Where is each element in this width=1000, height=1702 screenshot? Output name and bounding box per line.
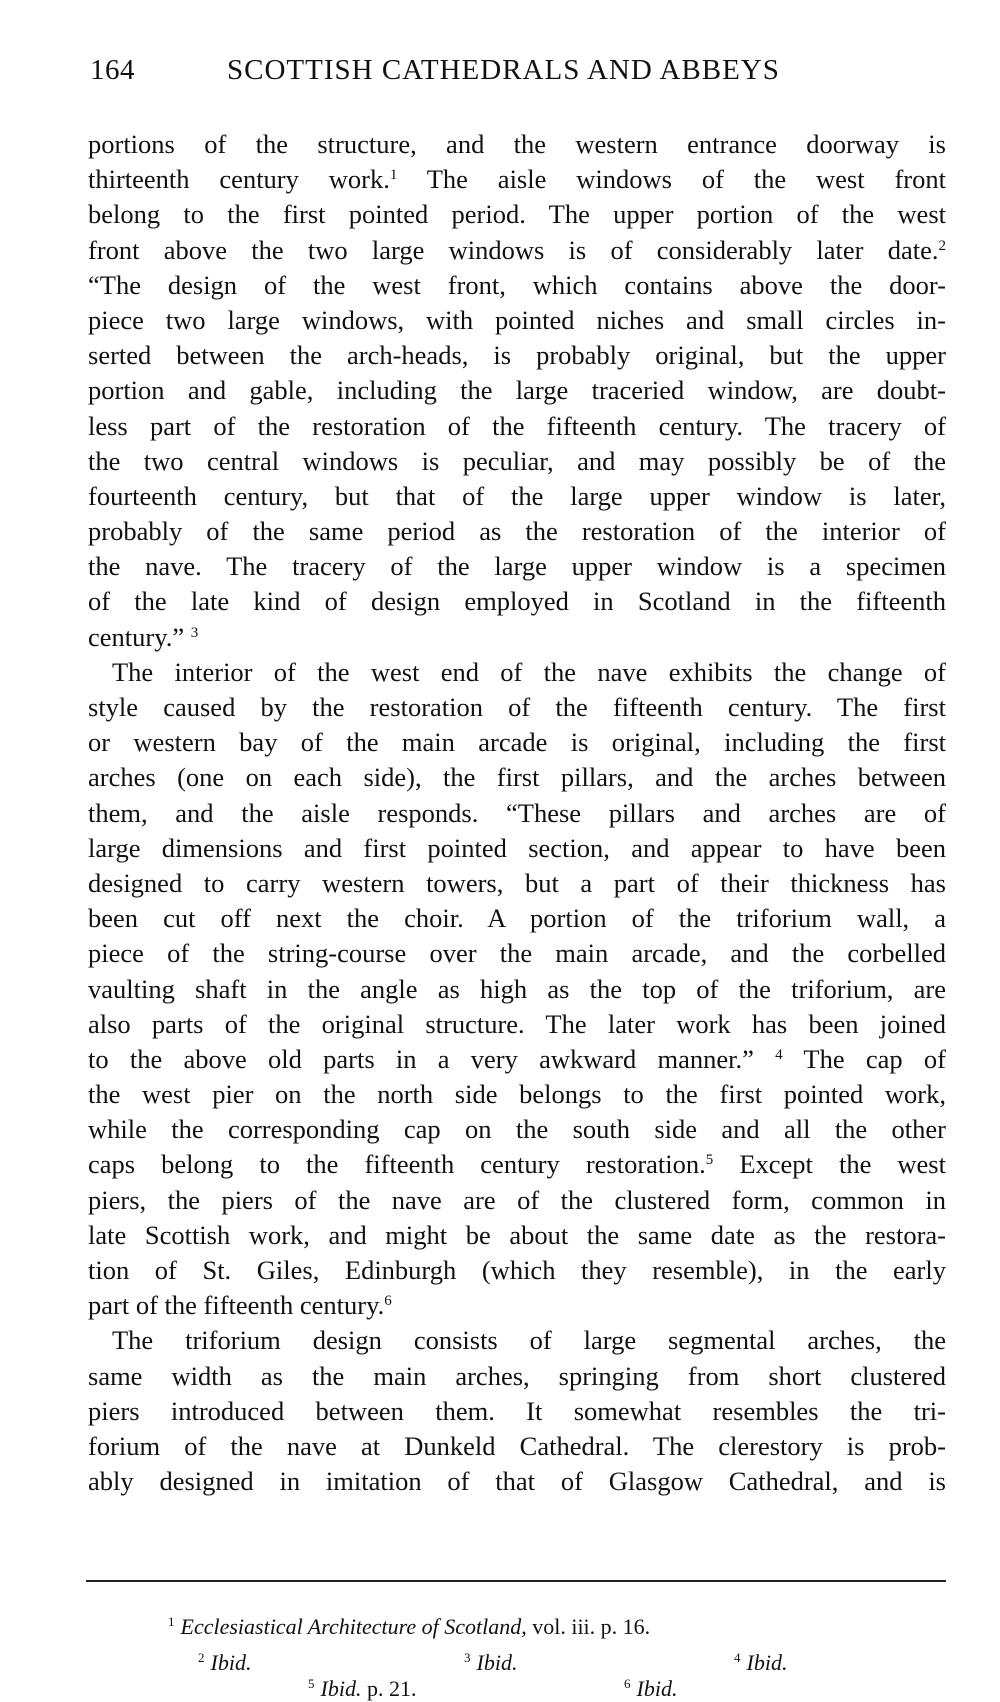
text-line: vaulting shaft in the angle as high as the top of the triforium, are — [88, 973, 946, 1004]
footnote-source: Ibid. — [210, 1650, 252, 1675]
footnote-4 — [734, 1650, 787, 1676]
text-line: large dimensions and first pointed section, and appear to have been — [88, 832, 946, 863]
text-line: arches (one on each side), the first pillars, and the arches between — [88, 762, 946, 793]
text-line: less part of the restoration of the fifteenth century. The tracery of — [88, 410, 946, 441]
text-line: piers, the piers of the nave are of the clustered form, common in — [88, 1184, 946, 1215]
paragraph — [88, 1323, 946, 1499]
paragraph — [88, 127, 946, 655]
text-line: belong to the first pointed period. The upper portion of the west — [88, 199, 946, 230]
footnote-reference: 5 — [705, 1152, 714, 1169]
footnote-reference: 3 — [190, 624, 199, 641]
footnote-reference: 1 — [389, 167, 398, 184]
text-line: piers introduced between them. It somewhat resembles the tri- — [88, 1395, 946, 1426]
footnote-mark: 5 — [308, 1676, 315, 1691]
running-title: SCOTTISH CATHEDRALS AND ABBEYS — [227, 54, 780, 86]
text-line: the west pier on the north side belongs to the first pointed work, — [88, 1079, 946, 1110]
footnote-source: Ibid. — [476, 1650, 518, 1675]
footnote-1 — [168, 1614, 650, 1640]
text-line: while the corresponding cap on the south side and all the other — [88, 1114, 946, 1145]
text-line: piece two large windows, with pointed niches and small circles in- — [88, 304, 946, 335]
text-line: part of the fifteenth century.$^6$ — [88, 1290, 392, 1321]
text-line: tion of St. Giles, Edinburgh (which they resemble), in the early — [88, 1255, 946, 1285]
footnote-source: Ecclesiastical Architecture of Scotland — [180, 1614, 522, 1639]
footnote-source: Ibid. — [746, 1650, 788, 1675]
footnote-rule — [86, 1580, 946, 1582]
text-line: “The design of the west front, which contains above the door- — [88, 269, 946, 300]
text-line: front above the two large windows is of considerably later date.$^2$ — [88, 234, 946, 265]
footnote-mark: 3 — [464, 1650, 471, 1665]
text-line: been cut off next the choir. A portion of the triforium wall, a — [88, 903, 946, 934]
footnote-mark: 2 — [198, 1650, 205, 1665]
footnote-reference: 2 — [938, 237, 946, 254]
text-line: portions of the structure, and the western entrance doorway is — [88, 129, 946, 159]
text-line: portion and gable, including the large traceried window, are doubt- — [88, 375, 946, 406]
text-line: style caused by the restoration of the fifteenth century. The first — [88, 692, 946, 722]
footnote-3 — [464, 1650, 517, 1676]
text-line: caps belong to the fifteenth century restoration.$^5$ Except the west — [88, 1149, 946, 1180]
body-text — [88, 127, 946, 1499]
text-line: serted between the arch-heads, is probably original, but the upper — [88, 340, 946, 371]
text-line: same width as the main arches, springing from short clustered — [88, 1360, 946, 1391]
footnote-source: Ibid. — [320, 1676, 362, 1701]
text-line: thirteenth century work.$^1$ The aisle windows of the west front — [88, 164, 946, 195]
text-line: The triforium design consists of large segmental arches, the — [112, 1325, 946, 1356]
text-line: century.” $^3$ — [88, 621, 199, 652]
footnote-source: Ibid. — [636, 1676, 678, 1701]
running-header — [90, 54, 950, 94]
text-line: designed to carry western towers, but a part of their thickness has — [88, 867, 946, 898]
footnote-6 — [624, 1676, 677, 1702]
text-line: fourteenth century, but that of the large upper window is later, — [88, 480, 946, 511]
footnote-mark: 6 — [624, 1676, 631, 1691]
footnote-5 — [308, 1676, 416, 1702]
text-line: them, and the aisle responds. “These pillars and arches are of — [88, 797, 946, 828]
text-line: the nave. The tracery of the large upper window is a specimen — [88, 551, 946, 582]
text-line: piece of the string-course over the main arcade, and the corbelled — [88, 938, 946, 969]
text-line: late Scottish work, and might be about the same date as the restora- — [88, 1219, 946, 1250]
footnote-mark: 1 — [168, 1614, 175, 1629]
footnote-ref: p. 21. — [361, 1676, 417, 1701]
footnote-ref: , vol. iii. p. 16. — [521, 1614, 651, 1639]
text-line: to the above old parts in a very awkward manner.” $^4$ The cap of — [88, 1043, 946, 1074]
footnote-reference: 4 — [775, 1046, 783, 1063]
text-line: also parts of the original structure. The later work has been joined — [88, 1008, 946, 1039]
footnote-mark: 4 — [734, 1650, 741, 1665]
text-line: ably designed in imitation of that of Glasgow Cathedral, and is — [88, 1466, 946, 1497]
footnote-2 — [198, 1650, 251, 1676]
text-line: the two central windows is peculiar, and may possibly be of the — [88, 445, 946, 476]
text-line: or western bay of the main arcade is original, including the first — [88, 727, 946, 758]
text-line: probably of the same period as the restoration of the interior of — [88, 516, 946, 547]
text-line: forium of the nave at Dunkeld Cathedral. The clerestory is prob- — [88, 1430, 946, 1461]
page-number: 164 — [90, 54, 135, 86]
text-line: The interior of the west end of the nave exhibits the change of — [112, 656, 946, 687]
text-line: of the late kind of design employed in Scotland in the fifteenth — [88, 586, 946, 617]
footnote-reference: 6 — [384, 1293, 392, 1310]
paragraph — [88, 655, 946, 1324]
